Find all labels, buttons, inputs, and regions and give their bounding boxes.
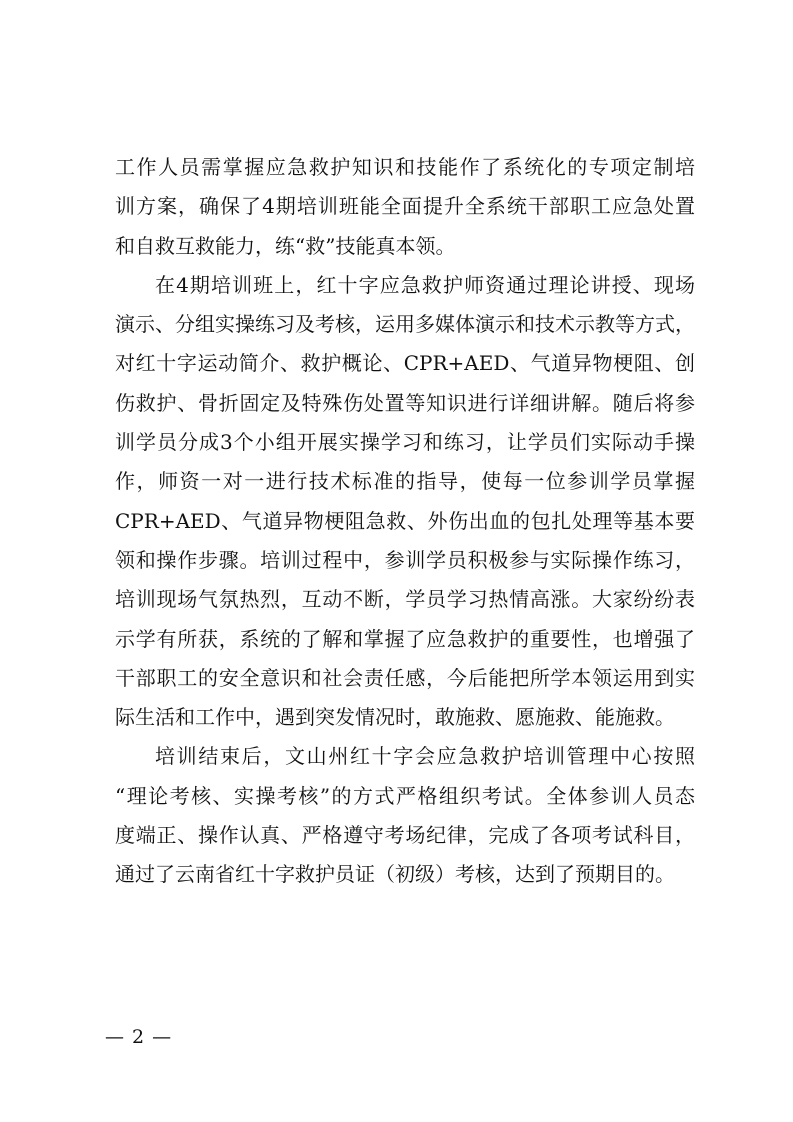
paragraph-2-line-4: 伤救护、骨折固定及特殊伤处置等知识进行详细讲解。随后将参 <box>115 390 695 415</box>
paragraph-2-line-8: 领和操作步骤。培训过程中，参训学员积极参与实际操作练习， <box>115 547 695 572</box>
paragraph-1-line-3: 和自救互救能力，练“救”技能真本领。 <box>115 233 456 258</box>
body-text <box>115 148 695 895</box>
paragraph-3-line-4: 通过了云南省红十字救护员证（初级）考核，达到了预期目的。 <box>115 862 675 887</box>
paragraph-2-line-6: 作，师资一对一进行技术标准的指导，使每一位参训学员掌握 <box>115 469 695 494</box>
paragraph-2-line-11: 干部职工的安全意识和社会责任感，今后能把所学本领运用到实 <box>115 665 695 690</box>
paragraph-2-line-5: 训学员分成3个小组开展实操学习和练习，让学员们实际动手操 <box>115 430 695 455</box>
paragraph-2-line-1: 在4期培训班上，红十字应急救护师资通过理论讲授、现场 <box>155 272 695 297</box>
paragraph-2-line-9: 培训现场气氛热烈，互动不断，学员学习热情高涨。大家纷纷表 <box>115 587 695 612</box>
paragraph-3-line-3: 度端正、操作认真、严格遵守考场纪律，完成了各项考试科目， <box>115 823 695 848</box>
paragraph-3-line-1: 培训结束后，文山州红十字会应急救护培训管理中心按照 <box>155 744 695 769</box>
paragraph-2-line-7: CPR+AED、气道异物梗阻急救、外伤出血的包扎处理等基本要 <box>115 508 695 533</box>
paragraph-2-line-10: 示学有所获，系统的了解和掌握了应急救护的重要性，也增强了 <box>115 626 695 651</box>
paragraph-2-line-2: 演示、分组实操练习及考核，运用多媒体演示和技术示教等方式， <box>115 312 695 337</box>
paragraph-2-line-3: 对红十字运动简介、救护概论、CPR+AED、气道异物梗阻、创 <box>115 351 695 376</box>
paragraph-1-line-2: 训方案，确保了4期培训班能全面提升全系统干部职工应急处置 <box>115 194 695 219</box>
paragraph-3-line-2: “理论考核、实操考核”的方式严格组织考试。全体参训人员态 <box>115 783 695 808</box>
page-number: — 2 — <box>105 1026 173 1048</box>
paragraph-1-line-1: 工作人员需掌握应急救护知识和技能作了系统化的专项定制培 <box>115 155 695 179</box>
paragraph-2-line-12: 际生活和工作中，遇到突发情况时，敢施救、愿施救、能施救。 <box>115 705 675 730</box>
